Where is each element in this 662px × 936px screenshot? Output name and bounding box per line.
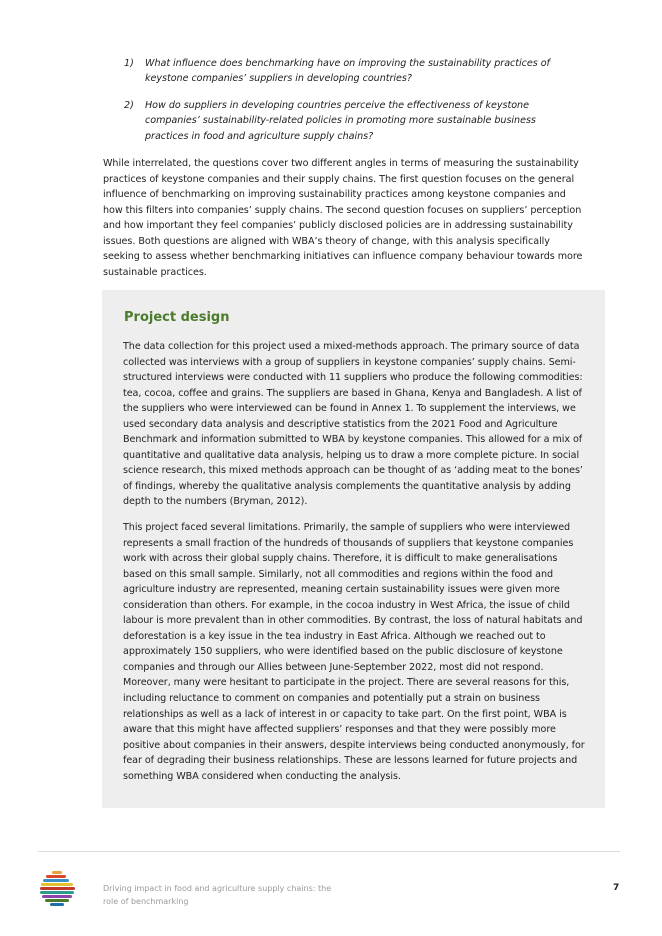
box-body (123, 339, 585, 794)
box-paragraph: This project faced several limitations. Primarily, the sample of suppliers who were interviewed represents a small fraction of the hundreds of thousands of suppliers that keystone companies work with across their global supply chains. Therefore, it is difficult to make generalisations based on this small sample. Similarly, not all commodities and regions within the food and agriculture industry are represented, meaning certain sustainability issues were given more consideration than others. For example, in the cocoa industry in West Africa, the issue of child labour is more prevalent than in other commodities. By contrast, the loss of natural habitats and deforestation is a key issue in the tea industry in East Africa. Although we reached out to approximately 150 suppliers, who were identified based on the public disclosure of keystone companies and through our Allies between June-September 2022, most did not respond. Moreover, many were hesitant to participate in the project. There are several reasons for this, including reluctance to comment on companies and potentially put a strain on business relationships as well as a lack of interest in or capacity to take part. On the first point, WBA is aware that this might have affected suppliers’ responses and that they were possibly more positive about companies in their answers, despite interviews being conducted anonymously, for fear of degrading their business relationships. These are lessons learned for future projects and something WBA considered when conducting the analysis. (123, 522, 585, 782)
research-questions (124, 56, 576, 155)
project-design-box (102, 290, 605, 808)
footer-divider (38, 851, 620, 852)
question-number: 1) (124, 58, 134, 69)
box-paragraph: The data collection for this project used a mixed-methods approach. The primary source of data collected was interviews with a group of suppliers in keystone companies’ supply chains. Semi-structured interviews were conducted with 11 suppliers who produce the following commodities: tea, cocoa, coffee and grains. The suppliers are based in Ghana, Kenya and Bangladesh. A list of the suppliers who were interviewed can be found in Annex 1. To supplement the interviews, we used secondary data analysis and descriptive statistics from the 2021 Food and Agriculture Benchmark and information submitted to WBA by keystone companies. This allowed for a mix of quantitative and qualitative data analysis, helping us to draw a more complete picture. In social science research, this mixed methods approach can be thought of as ‘adding meat to the bones’ of findings, whereby the qualitative analysis complements the quantitative analysis by adding depth to the numbers (Bryman, 2012). (123, 341, 583, 508)
wba-logo-icon (40, 870, 76, 910)
question-number: 2) (124, 99, 134, 111)
page-number: 7 (613, 883, 620, 893)
box-title: Project design (124, 310, 230, 325)
question-text: What influence does benchmarking have on improving the sustainability practices of keystone companies’ suppliers in developing countries? (145, 58, 550, 85)
research-question (124, 98, 576, 144)
footer-title: Driving impact in food and agriculture supply chains: the role of benchmarking (103, 884, 332, 906)
question-text: How do suppliers in developing countries perceive the effectiveness of keystone companies’ sustainability-related policies in promoting more sustainable business practices in food and agriculture supply chains? (145, 99, 536, 142)
intro-paragraph: While interrelated, the questions cover two different angles in terms of measuring the sustainability practices of keystone companies and their supply chains. The first question focuses on the general influence of benchmarking on improving sustainability practices among keystone companies and how this filters into companies’ supply chains. The second question focuses on suppliers’ perception and how important they feel companies’ publicly disclosed policies are in addressing sustainability issues. Both questions are aligned with WBA’s theory of change, with this analysis specifically seeking to assess whether benchmarking initiatives can influence company behaviour towards more sustainable practices. (103, 158, 583, 278)
research-question (124, 56, 576, 87)
